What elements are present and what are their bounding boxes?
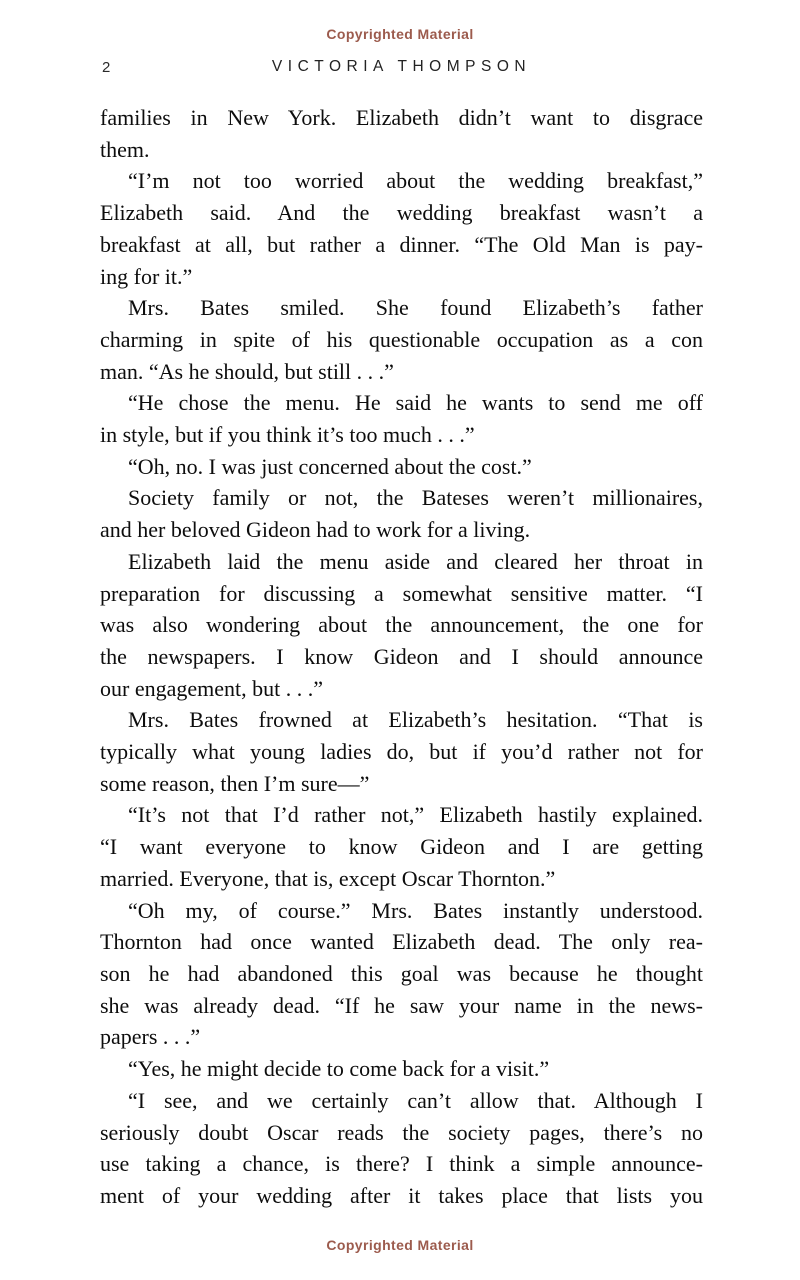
body-line: “Oh, no. I was just concerned about the cost.”: [128, 453, 532, 479]
body-line: the newspapers. I know Gideon and I should announce: [100, 643, 703, 669]
body-line: “It’s not that I’d rather not,” Elizabeth hastily explained.: [128, 802, 703, 828]
body-line: breakfast at all, but rather a dinner. “The Old Man is pay-: [100, 231, 703, 257]
body-line: them.: [100, 136, 150, 162]
body-line: Mrs. Bates smiled. She found Elizabeth’s father: [128, 295, 703, 321]
body-line: families in New York. Elizabeth didn’t want to disgrace: [100, 105, 703, 130]
body-line: married. Everyone, that is, except Oscar Thornton.”: [100, 865, 556, 891]
body-line: ing for it.”: [100, 263, 193, 289]
body-line: typically what young ladies do, but if you’d rather not for: [100, 739, 703, 765]
copyright-watermark-bottom: Copyrighted Material: [326, 1237, 474, 1253]
running-header: [100, 58, 703, 78]
body-line: in style, but if you think it’s too much . . .”: [100, 422, 475, 448]
body-line: use taking a chance, is there? I think a simple announce-: [100, 1151, 703, 1177]
body-line: “I want everyone to know Gideon and I are getting: [100, 834, 703, 860]
body-line: Elizabeth laid the menu aside and cleared her throat in: [128, 548, 703, 574]
running-header-title: VICTORIA THOMPSON: [271, 58, 532, 75]
body-line: “I’m not too worried about the wedding breakfast,”: [128, 168, 703, 194]
body-line: “Yes, he might decide to come back for a visit.”: [128, 1056, 550, 1082]
body-line: ment of your wedding after it takes place that lists you: [100, 1182, 703, 1208]
copyright-watermark-top: Copyrighted Material: [326, 26, 474, 42]
body-line: charming in spite of his questionable occupation as a con: [100, 326, 703, 352]
body-line: Elizabeth said. And the wedding breakfast wasn’t a: [100, 200, 703, 226]
body-line: our engagement, but . . .”: [100, 675, 323, 701]
body-line: she was already dead. “If he saw your name in the news-: [100, 992, 703, 1018]
page-number: 2: [102, 59, 111, 76]
body-line: Society family or not, the Bateses weren’t millionaires,: [128, 485, 703, 511]
body-line: some reason, then I’m sure—”: [100, 770, 370, 796]
body-line: and her beloved Gideon had to work for a living.: [100, 517, 531, 543]
body-line: seriously doubt Oscar reads the society pages, there’s no: [100, 1119, 703, 1145]
page-body: [100, 102, 703, 1212]
body-line: man. “As he should, but still . . .”: [100, 358, 394, 384]
body-line: Mrs. Bates frowned at Elizabeth’s hesitation. “That is: [128, 707, 703, 733]
body-line: “He chose the menu. He said he wants to send me off: [128, 390, 703, 416]
body-line: was also wondering about the announcement, the one for: [100, 612, 703, 638]
body-line: Thornton had once wanted Elizabeth dead. The only rea-: [100, 929, 703, 955]
body-line: “I see, and we certainly can’t allow that. Although I: [128, 1087, 703, 1113]
body-line: “Oh my, of course.” Mrs. Bates instantly understood.: [128, 897, 703, 923]
body-line: papers . . .”: [100, 1024, 201, 1050]
body-line: preparation for discussing a somewhat sensitive matter. “I: [100, 580, 703, 606]
body-line: son he had abandoned this goal was because he thought: [100, 960, 703, 986]
